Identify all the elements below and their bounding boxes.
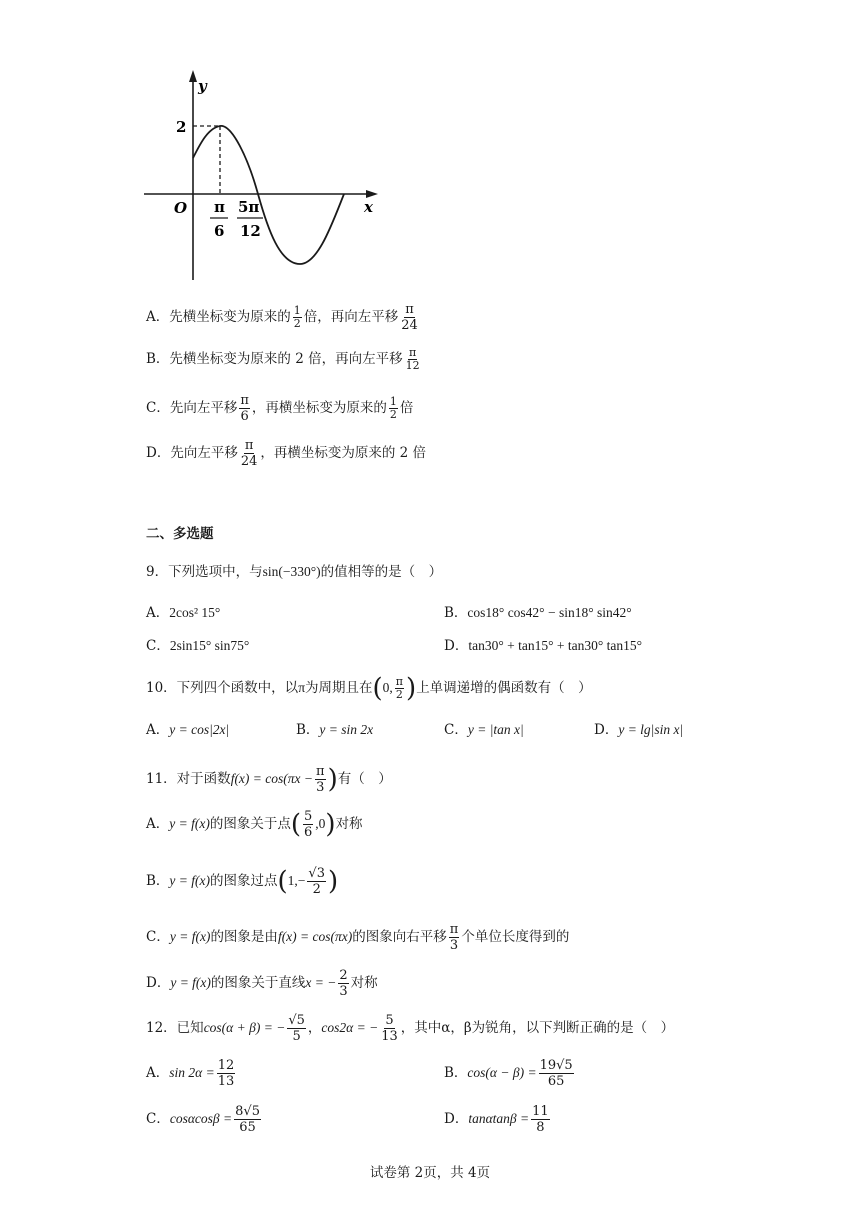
tick-5pi12-den: 12 bbox=[240, 222, 261, 240]
y-axis-label: y bbox=[198, 77, 207, 95]
q8-option-d: D．先向左平移 $\frac{\pi}{24}$ ，再横坐标变为原来的 2 倍 bbox=[146, 438, 427, 469]
fraction: $\frac{11}{8}$ bbox=[532, 1104, 549, 1135]
fraction: $\frac{\pi}{3}$ bbox=[449, 922, 459, 953]
sine-graph bbox=[140, 66, 390, 286]
q10-stem: 10．下列四个函数中，以π为周期且在(0, $\frac{\pi}{2}$ )上单调递增的偶函数有（ ） bbox=[146, 673, 592, 704]
section-heading: 二、多选题 bbox=[146, 526, 214, 542]
q11-option-b: B．y = f(x)的图象过点(1,− $\frac{√3}{2}$ ) bbox=[146, 866, 339, 897]
q11-stem: 11．对于函数f(x) = cos(πx − $\frac{\pi}{3}$ )有（ ） bbox=[146, 764, 392, 795]
q10-option-b: B．y = sin 2x bbox=[296, 722, 374, 738]
q9-option-b: B．cos18° cos42° − sin18° sin42° bbox=[444, 605, 632, 621]
fraction: $\frac{\pi}{24}$ bbox=[401, 302, 418, 333]
q11-option-c: C．y = f(x)的图象是由f(x) = cos(πx)的图象向右平移 $\frac{\pi}{3}$ 个单位长度得到的 bbox=[146, 922, 570, 953]
fraction: $\frac{19√5}{65}$ bbox=[539, 1058, 573, 1089]
fraction: $\frac{\pi}{3}$ bbox=[316, 764, 325, 795]
q10-option-c: C．y = |tan x| bbox=[444, 722, 524, 738]
q10-option-a: A．y = cos|2x| bbox=[146, 722, 230, 738]
tick-pi6-den: 6 bbox=[214, 222, 225, 240]
q12-stem: 12．已知cos(α + β) = − $\frac{√5}{5}$ ，cos2α = − $\frac{5}{13}$ ，其中α，β为锐角，以下判断正确的是（ ） bbox=[146, 1013, 675, 1044]
q9-option-d: D．tan30° + tan15° + tan30° tan15° bbox=[444, 638, 642, 654]
fraction: $\frac{\pi}{24}$ bbox=[240, 438, 258, 469]
q11-option-d: D．y = f(x)的图象关于直线x = − $\frac{2}{3}$ 对称 bbox=[146, 968, 378, 999]
page-footer: 试卷第 2页，共 4页 bbox=[369, 1165, 491, 1181]
q8-option-a: A．先横坐标变为原来的 $\frac{1}{2}$ 倍，再向左平移 $\frac{\pi}{24}$ bbox=[146, 302, 418, 333]
fraction: $\frac{\pi}{2}$ bbox=[395, 675, 404, 701]
max-value-label: 2 bbox=[176, 118, 187, 136]
q12-option-b: B．cos(α − β) = $\frac{19√5}{65}$ bbox=[444, 1058, 573, 1089]
q9-option-a: A．2cos² 15° bbox=[146, 605, 221, 621]
y-axis-arrow bbox=[189, 70, 197, 82]
fraction: $\frac{5}{13}$ bbox=[381, 1013, 398, 1044]
tick-pi6-num: π bbox=[214, 198, 225, 216]
tick-5pi12-num: 5π bbox=[238, 198, 260, 216]
q9-option-c: C．2sin15° sin75° bbox=[146, 638, 250, 654]
fraction: $\frac{√3}{2}$ bbox=[308, 866, 325, 897]
fraction: $\frac{\pi}{6}$ bbox=[240, 393, 249, 424]
q10-option-d: D．y = lg|sin x| bbox=[594, 722, 684, 738]
q8-option-b: B．先横坐标变为原来的 2 倍，再向左平移 $\frac{\pi}{12}$ bbox=[146, 346, 420, 372]
q12-option-c: C．cosαcosβ = $\frac{8√5}{65}$ bbox=[146, 1104, 260, 1135]
q11-option-a: A．y = f(x)的图象关于点( $\frac{5}{6}$ ,0)对称 bbox=[146, 809, 363, 840]
fraction: $\frac{√5}{5}$ bbox=[288, 1013, 305, 1044]
fraction: $\frac{2}{3}$ bbox=[339, 968, 348, 999]
fraction: $\frac{1}{2}$ bbox=[389, 395, 397, 421]
x-axis-label: x bbox=[364, 198, 373, 216]
origin-label: O bbox=[174, 199, 188, 217]
q9-stem: 9．下列选项中，与sin(−330°)的值相等的是（ ） bbox=[146, 564, 443, 580]
q12-option-d: D．tanαtanβ = $\frac{11}{8}$ bbox=[444, 1104, 549, 1135]
fraction: $\frac{12}{13}$ bbox=[217, 1058, 235, 1089]
q8-option-c: C．先向左平移 $\frac{\pi}{6}$ ，再横坐标变为原来的 $\frac{1}{2}$ 倍 bbox=[146, 393, 414, 424]
q12-option-a: A．sin 2α = $\frac{12}{13}$ bbox=[146, 1058, 235, 1089]
x-axis-arrow bbox=[366, 190, 378, 198]
fraction: $\frac{8√5}{65}$ bbox=[235, 1104, 260, 1135]
fraction: $\frac{1}{2}$ bbox=[293, 304, 301, 330]
sine-curve bbox=[193, 126, 344, 264]
fraction: $\frac{\pi}{12}$ bbox=[405, 346, 420, 372]
fraction: $\frac{5}{6}$ bbox=[304, 809, 313, 840]
